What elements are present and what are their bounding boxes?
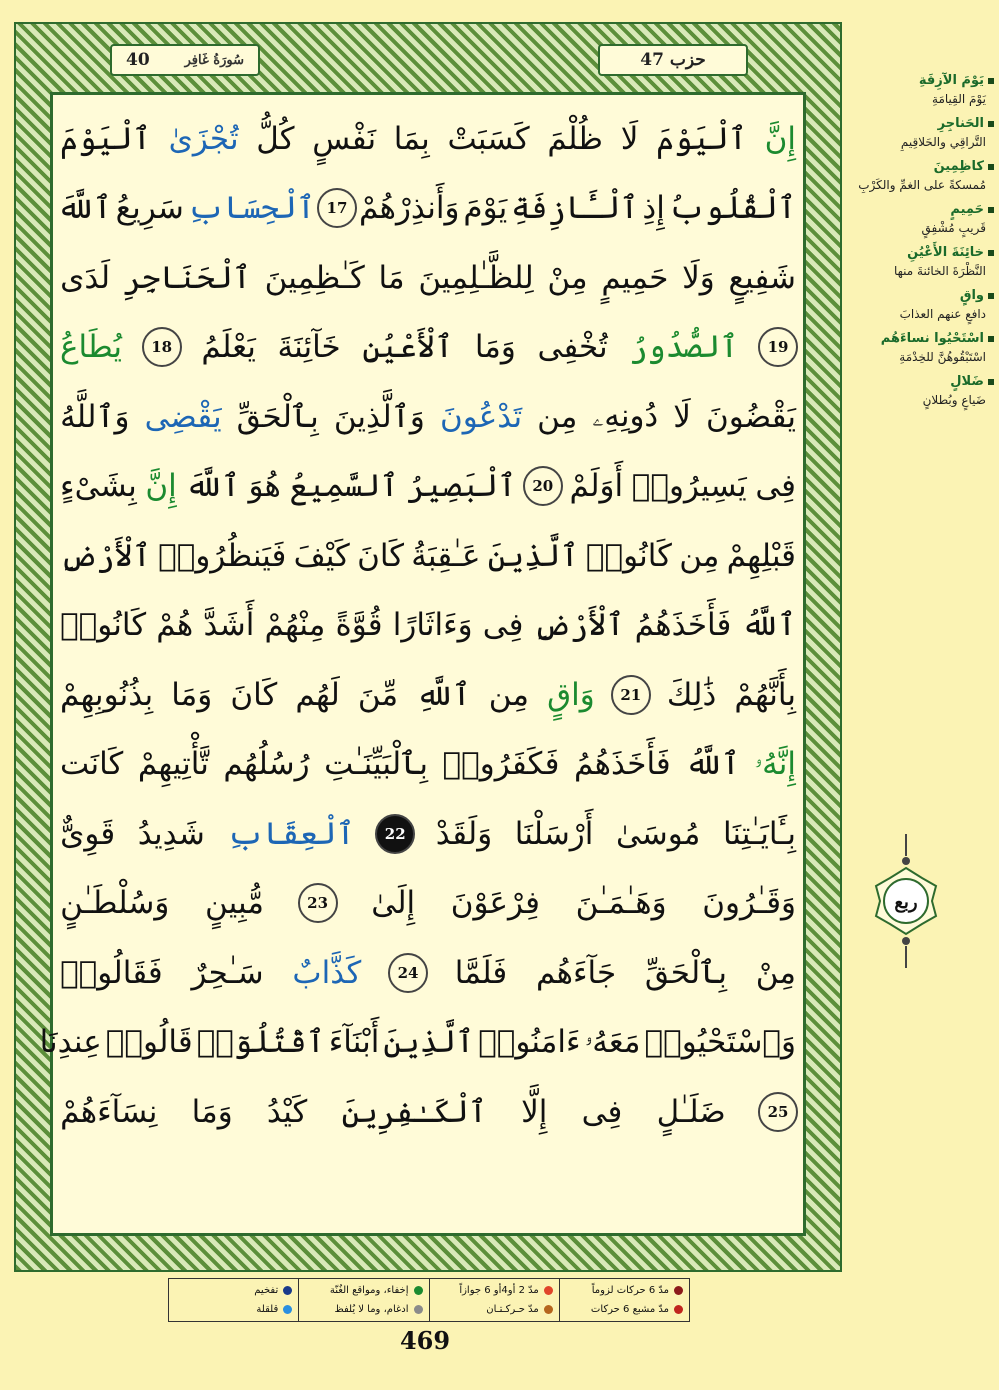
verse-word: فِرْعَوْنَ — [450, 885, 540, 922]
verse-word: مِّنَ — [357, 676, 399, 713]
verse-word: ٱلْيَوْمَ — [60, 120, 151, 157]
verse-word: هُوَ — [248, 468, 281, 505]
verse-word: بِـَٔايَـٰتِنَا — [722, 815, 796, 852]
verse-line — [58, 452, 798, 522]
verse-word: وَٱسْتَحْيُوا۟ — [644, 1024, 796, 1061]
verse-word: يَقْضِى — [144, 398, 222, 435]
verse-word: ٱلْكَـٰفِرِينَ — [341, 1093, 487, 1130]
verse-word: وَسُلْطَـٰنٍ — [60, 885, 170, 922]
verse-word: وَلَقَدْ — [435, 815, 493, 852]
verse-line — [39, 1008, 798, 1078]
verse-word: وَهَـٰمَـٰنَ — [575, 885, 667, 922]
verse-word: كَـٰظِمِينَ — [264, 259, 365, 296]
glossary-meaning: مُمسكةً على الغمِّ والكَرْبِ — [858, 178, 986, 192]
legend-item: قلقلة — [175, 1304, 292, 1315]
bullet-icon — [988, 250, 994, 256]
verse-word: حَمِيمٍ — [601, 259, 669, 296]
glossary-word — [852, 72, 994, 90]
glossary-word — [852, 201, 994, 219]
verse-word: لَا — [620, 120, 639, 157]
verse-word: فِى — [581, 1093, 623, 1130]
verse-word: شَفِيعٍ — [728, 259, 796, 296]
ayah-number-marker: 23 — [298, 883, 338, 923]
verse-word: نَفْسٍ — [312, 120, 377, 157]
glossary-word — [852, 373, 994, 391]
glossary-entry — [852, 244, 994, 281]
verse-word: ٱللَّهُ — [685, 746, 740, 783]
ayah-number-marker: 20 — [523, 466, 563, 506]
bullet-icon — [988, 379, 994, 385]
legend-item: مدّ مشبع 6 حركات — [566, 1304, 683, 1315]
verse-word: مِنْ — [547, 259, 588, 296]
verse-word: هُمْ — [156, 607, 194, 644]
glossary-meaning: يَوْمَ القِيامَةِ — [932, 92, 986, 106]
verse-word: ٱلَّذِينَ — [487, 537, 579, 574]
glossary-entry — [852, 115, 994, 152]
verse-word: ٱلْيَوْمَ — [656, 120, 747, 157]
verse-word: كُلُّ — [256, 120, 295, 157]
glossary-word-text: خائِنَةَ الأَعْيُنِ — [907, 245, 984, 260]
verse-word: تُجْزَىٰ — [168, 120, 239, 157]
verse-line — [58, 938, 798, 1008]
legend-col-4 — [169, 1279, 298, 1321]
glossary-word — [852, 330, 994, 348]
glossary-word — [852, 287, 994, 305]
verse-word: سَرِيعُ — [115, 190, 184, 227]
verse-line — [58, 591, 798, 661]
glossary-meaning: ضَياعٍ وبُطلانٍ — [922, 393, 986, 407]
verse-word: أَبْنَآءَ — [328, 1024, 380, 1061]
legend-item: تفخيم — [175, 1285, 292, 1296]
verses-block — [39, 104, 798, 1226]
verse-word: كَسَبَتْ — [447, 120, 530, 157]
verse-word: بِأَنَّهُمْ — [734, 676, 796, 713]
verse-word: ٱلْعِقَابِ — [227, 815, 355, 852]
verse-word: ٱلْأَرْضِ — [533, 607, 625, 644]
verse-word: لَهُم — [295, 676, 340, 713]
verse-word: يَوْمَ — [463, 190, 508, 227]
legend-item: مدّ حـركـتـان — [436, 1304, 553, 1315]
glossary-entry — [852, 373, 994, 410]
verse-word: إِنَّهُۥ — [754, 745, 796, 782]
verse-word: ٱللَّهَ — [57, 190, 112, 227]
verse-word: أَرْسَلْنَا — [514, 815, 594, 852]
verse-word: يُطَاعُ — [60, 329, 123, 366]
bullet-icon — [988, 336, 994, 342]
verse-word: فَيَنظُرُوا۟ — [158, 537, 287, 574]
verse-word: ٱلصُّدُورُ — [629, 329, 739, 366]
verse-word: قَالُوا۟ — [105, 1024, 193, 1061]
verse-word: ٱلَّذِينَ — [383, 1024, 475, 1061]
glossary-meaning: دافعٍ عنهم العذابَ — [899, 307, 986, 321]
ayah-number-marker: 19 — [758, 327, 798, 367]
verse-word: وَقَـٰرُونَ — [702, 885, 796, 922]
verse-word: كَانَت — [60, 746, 124, 783]
verse-word: فَقَالُوا۟ — [60, 954, 163, 991]
ayah-number-marker: 24 — [388, 953, 428, 993]
verse-word: شَدِيدُ — [137, 815, 205, 852]
verse-word: أَشَدَّ — [203, 607, 255, 644]
verse-line — [58, 660, 798, 730]
glossary-meaning: اسْتَبْقُوهُنَّ للخِدْمَةِ — [899, 350, 986, 364]
verse-word: دُونِهِۦ — [592, 398, 659, 435]
verse-word: ٱللَّهُ — [741, 607, 796, 644]
verse-word: ٱلْحِسَابِ — [187, 190, 315, 227]
verse-word: ٱلْحَنَاجِرِ — [123, 259, 251, 296]
verse-word: ظُلْمَ — [547, 120, 603, 157]
verse-word: مِنْهُمْ — [264, 607, 326, 644]
legend-color-dot-icon — [544, 1286, 553, 1295]
verse-line — [58, 1077, 798, 1147]
glossary-word — [852, 158, 994, 176]
bullet-icon — [988, 207, 994, 213]
verse-word: تَّأْتِيهِمْ — [137, 746, 209, 783]
verse-word: فَلَمَّا — [454, 954, 508, 991]
surah-header — [110, 44, 260, 76]
glossary-word-text: ضَلالٍ — [950, 374, 984, 389]
verse-word: كَانَ — [357, 537, 405, 574]
surah-page-number: 40 — [126, 50, 150, 70]
verse-word: ءَامَنُوا۟ — [478, 1024, 581, 1061]
glossary-meaning: النَّظْرَةَ الخائنةَ منها — [893, 264, 986, 278]
verse-word: بِشَىْءٍ — [60, 468, 137, 505]
glossary-sidebar — [852, 72, 994, 416]
verse-word: وَمَا — [474, 329, 516, 366]
verse-word: مُوسَىٰ — [615, 815, 701, 852]
verse-word: وَءَاثَارًا — [392, 607, 473, 644]
verse-word: بِذُنُوبِهِمْ — [60, 676, 154, 713]
verse-word: لَدَى — [60, 259, 111, 296]
verse-word: عَـٰقِبَةُ — [411, 537, 481, 574]
hizb-header — [598, 44, 748, 76]
verse-word: فَأَخَذَهُمُ — [574, 746, 671, 783]
surah-name: سُورَةُ غَافِر — [184, 52, 244, 68]
verse-word: وَمَا — [171, 676, 213, 713]
verse-word: إِلَىٰ — [371, 885, 416, 922]
verse-word: عِندِنَا — [39, 1024, 102, 1061]
ayah-number-marker: 18 — [142, 327, 182, 367]
legend-color-dot-icon — [674, 1286, 683, 1295]
bullet-icon — [988, 293, 994, 299]
verse-word: فَأَخَذَهُمُ — [634, 607, 732, 644]
legend-item: مدّ 2 أو4أو 6 جوازاً — [436, 1285, 553, 1296]
bullet-icon — [988, 78, 994, 84]
verse-word: ٱلْبَصِيرُ — [407, 468, 517, 505]
verse-word: وَاقٍ — [547, 676, 595, 713]
verse-word: ٱلْأَعْيُنِ — [362, 329, 454, 366]
ayah-number-marker: 25 — [758, 1092, 798, 1132]
legend-color-dot-icon — [414, 1286, 423, 1295]
verse-word: ذَٰلِكَ — [666, 676, 717, 713]
verse-word: وَأَنذِرْهُمْ — [358, 190, 460, 227]
verse-word: ٱلْأَرْضِ — [60, 537, 151, 574]
verse-line — [58, 869, 798, 939]
verse-word: يَعْلَمُ — [201, 329, 256, 366]
glossary-word-text: واقٍ — [959, 288, 984, 303]
tajweed-legend — [168, 1278, 690, 1322]
verse-word: وَٱللَّهُ — [60, 398, 130, 435]
verse-word: سَـٰحِرٌ — [191, 954, 264, 991]
legend-color-dot-icon — [283, 1286, 292, 1295]
verse-word: إِلَّا — [521, 1093, 548, 1130]
legend-color-dot-icon — [674, 1305, 683, 1314]
bullet-icon — [988, 121, 994, 127]
ayah-number-marker: 17 — [317, 188, 357, 228]
verse-word: كَانُوا۟ — [585, 537, 672, 574]
verse-word: قَوِىٌّ — [60, 815, 116, 852]
verse-word: ٱلْـَٔازِفَةِ — [511, 190, 639, 227]
verse-word: كَانَ — [230, 676, 278, 713]
verse-word: بِمَا — [393, 120, 430, 157]
verse-word: مِن — [488, 676, 529, 713]
verse-word: ٱلسَّمِيعُ — [289, 468, 399, 505]
verse-line — [58, 521, 798, 591]
glossary-word-text: الحَناجِرِ — [937, 116, 984, 131]
verse-word: يَسِيرُوا۟ — [631, 468, 747, 505]
verse-word: فِى — [482, 607, 524, 644]
verse-word: تُخْفِى — [537, 329, 608, 366]
verse-word: كَيْفَ — [293, 537, 350, 574]
verse-word: مَا — [378, 259, 405, 296]
glossary-entry — [852, 201, 994, 238]
verse-word: وَمَا — [191, 1093, 233, 1130]
legend-col-3 — [298, 1279, 428, 1321]
verse-word: ٱلْقُلُوبُ — [668, 190, 796, 227]
verse-word: وَلَا — [682, 259, 715, 296]
verse-word: كَذَّابٌ — [292, 954, 362, 991]
verse-line — [58, 243, 798, 313]
verse-word: إِنَّ — [764, 120, 796, 157]
verse-word: قَبْلِهِمْ — [726, 537, 796, 574]
verse-word: جَآءَهُم — [535, 954, 617, 991]
verse-word: بِٱلْبَيِّنَـٰتِ — [324, 746, 428, 783]
verse-word: مِن — [537, 398, 578, 435]
glossary-word — [852, 244, 994, 262]
verse-word: مُّبِينٍ — [205, 885, 264, 922]
verse-word: ضَلَـٰلٍ — [656, 1093, 726, 1130]
verse-word: فَكَفَرُوا۟ — [442, 746, 560, 783]
verse-word: نِسَآءَهُمْ — [60, 1093, 158, 1130]
verse-word: ٱللَّهِ — [416, 676, 471, 713]
glossary-word-text: اسْتَحْيُوا نساءَهُم — [880, 331, 984, 346]
verse-word: يَقْضُونَ — [706, 398, 796, 435]
glossary-word-text: حَمِيمٍ — [950, 202, 984, 217]
verse-word: لَا — [673, 398, 691, 435]
legend-col-2 — [429, 1279, 559, 1321]
verse-word: رُسُلُهُم — [223, 746, 310, 783]
glossary-entry — [852, 72, 994, 109]
legend-color-dot-icon — [283, 1305, 292, 1314]
verse-word: إِذِ — [642, 190, 665, 227]
glossary-word-text: كاظِمِينَ — [933, 159, 984, 174]
verse-word: تَدْعُونَ — [439, 398, 523, 435]
verse-word: قُوَّةً — [335, 607, 383, 644]
verse-line — [58, 730, 798, 800]
glossary-meaning: قَريبٍ مُشْفِقٍ — [921, 221, 986, 235]
glossary-meaning: التَّراقِي والحَلاقِيمِ — [900, 135, 986, 149]
glossary-entry — [852, 330, 994, 367]
verse-line — [58, 104, 798, 174]
legend-item: ادغام، وما لا يُلفظ — [305, 1304, 422, 1315]
verse-word: فِى — [755, 468, 796, 505]
verse-line — [58, 799, 798, 869]
verse-word: كَانُوا۟ — [60, 607, 147, 644]
ayah-number-marker: 21 — [611, 675, 651, 715]
verse-word: مَعَهُۥ — [584, 1023, 641, 1060]
verse-word: بِٱلْحَقِّ — [644, 954, 728, 991]
legend-item: مدّ 6 حركات لزوماً — [566, 1285, 683, 1296]
legend-color-dot-icon — [414, 1305, 423, 1314]
legend-col-1 — [559, 1279, 689, 1321]
rub-label: ربع — [894, 892, 918, 913]
verse-word: إِنَّ — [145, 468, 177, 505]
verse-word: خَآئِنَةَ — [277, 329, 341, 366]
verse-word: مِن — [679, 537, 720, 574]
verse-word: كَيْدُ — [266, 1093, 308, 1130]
verse-word: أَوَلَمْ — [569, 468, 624, 505]
verse-word: بِٱلْحَقِّ — [236, 398, 319, 435]
verse-line — [58, 382, 798, 452]
page-number: 469 — [399, 1326, 451, 1355]
rub-marker-icon — [870, 834, 942, 968]
glossary-entry — [852, 287, 994, 324]
verse-word: وَٱلَّذِينَ — [333, 398, 425, 435]
hizb-label: حزب 47 — [640, 50, 706, 70]
verse-word: لِلظَّـٰلِمِينَ — [418, 259, 534, 296]
verse-word: ٱقْتُلُوٓا۟ — [196, 1024, 325, 1061]
legend-item: إخفاء، ومواقع الغُنّة — [305, 1285, 422, 1296]
bullet-icon — [988, 164, 994, 170]
glossary-word-text: يَوْمَ الآزِفَةِ — [918, 73, 984, 88]
verse-word: ٱللَّهَ — [185, 468, 240, 505]
verse-line — [58, 313, 798, 383]
ayah-number-marker: 22 — [375, 814, 415, 854]
verse-line — [58, 174, 798, 244]
legend-color-dot-icon — [544, 1305, 553, 1314]
glossary-word — [852, 115, 994, 133]
verse-word: مِنْ — [755, 954, 796, 991]
glossary-entry — [852, 158, 994, 195]
